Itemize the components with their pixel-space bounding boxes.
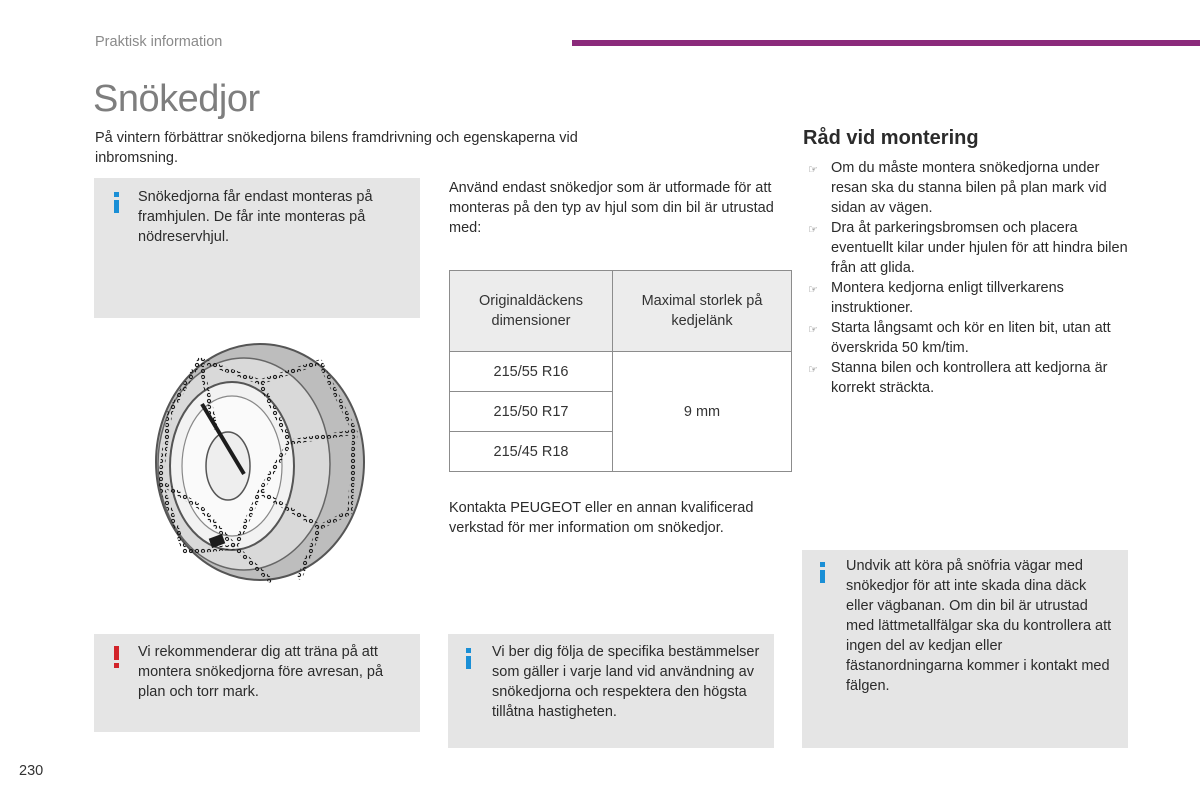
contact-text: Kontakta PEUGEOT eller en annan kvalificerad verkstad för mer information om snökedjor. [449, 500, 754, 536]
list-item: ☞ Dra åt parkeringsbromsen och placera eventuellt kilar under hjulen för att hindra bilen från att glida. [808, 220, 1128, 276]
table-header-dimensions: Originaldäckens dimensioner [450, 271, 613, 352]
table-cell-size: 215/45 R18 [450, 432, 613, 472]
pointing-hand-icon: ☞ [808, 324, 818, 336]
info-icon [820, 562, 825, 582]
info-regulations-text: Vi ber dig följa de specifika bestämmelser som gäller i varje land vid användning av snökedjorna och respektera den högsta tillåtna hastigheten. [492, 644, 760, 720]
snow-chain-illustration [140, 332, 380, 592]
snow-chain-wheel-image [140, 332, 380, 592]
intro-text: På vintern förbättrar snökedjorna bilens framdrivning och egenskaperna vid inbromsning. [95, 130, 578, 166]
warning-practice-text: Vi rekommenderar dig att träna på att montera snökedjorna före avresan, på plan och torr mark. [138, 644, 384, 700]
mounting-tips-list [806, 158, 1136, 398]
info-box-avoid-snowfree [802, 550, 1128, 748]
list-item: ☞ Starta långsamt och kör en liten bit, utan att överskrida 50 km/tim. [808, 320, 1111, 356]
warning-box-practice [94, 634, 420, 732]
table-cell-size: 215/55 R16 [450, 352, 613, 392]
pointing-hand-icon: ☞ [808, 224, 818, 236]
pointing-hand-icon: ☞ [808, 284, 818, 296]
table-header-link-size: Maximal storlek på kedjelänk [613, 271, 792, 352]
info-icon [466, 648, 471, 668]
page-number: 230 [19, 763, 44, 779]
mounting-heading: Råd vid montering [803, 127, 979, 149]
chain-size-table [449, 270, 792, 472]
list-item: ☞ Stanna bilen och kontrollera att kedjorna är korrekt sträckta. [808, 360, 1108, 396]
warning-icon [114, 646, 119, 668]
table-cell-link-size: 9 mm [613, 352, 792, 472]
list-item: ☞ Om du måste montera snökedjorna under resan ska du stanna bilen på plan mark vid sidan av vägen. [808, 160, 1107, 216]
chain-size-table-wrap [449, 270, 792, 472]
table-cell-size: 215/50 R17 [450, 392, 613, 432]
pointing-hand-icon: ☞ [808, 164, 818, 176]
info-box-regulations [448, 634, 774, 748]
list-item: ☞ Montera kedjorna enligt tillverkarens instruktioner. [808, 280, 1064, 316]
page-title: Snökedjor [93, 78, 260, 120]
table-row [450, 352, 792, 392]
info-avoid-snowfree-text: Undvik att köra på snöfria vägar med snökedjor för att inte skada dina däck eller vägbanan. Om din bil är utrustad med lättmetallfälgar ska du kontrollera att ingen del av kedjan eller fästanordningarna kommer i kontakt med fälgen. [846, 558, 1112, 694]
info-icon [114, 192, 119, 212]
chain-usage-text: Använd endast snökedjor som är utformade för att monteras på den typ av hjul som din bil är utrustad med: [449, 180, 774, 236]
header-accent-bar [572, 40, 1200, 46]
section-label: Praktisk information [95, 34, 223, 50]
info-front-wheels-text: Snökedjorna får endast monteras på framhjulen. De får inte monteras på nödreservhjul. [138, 189, 373, 245]
info-box-front-wheels [94, 178, 420, 318]
table-header-row [450, 271, 792, 352]
pointing-hand-icon: ☞ [808, 364, 818, 376]
